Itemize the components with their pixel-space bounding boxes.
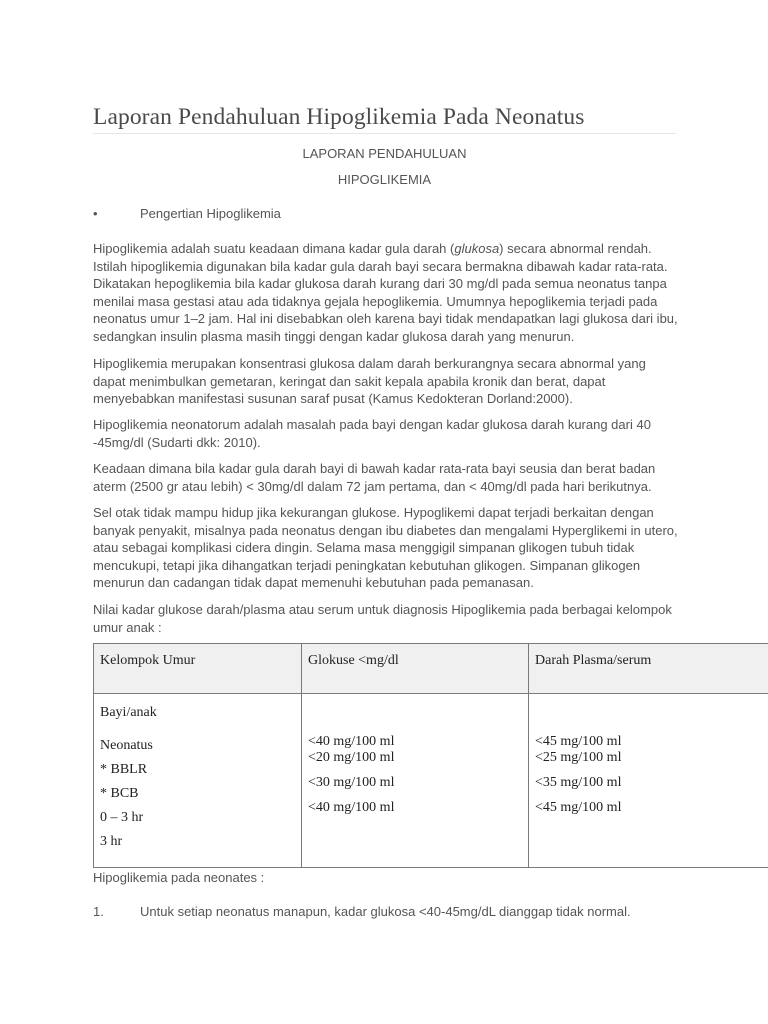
paragraph-table-intro: Nilai kadar glukose darah/plasma atau serum untuk diagnosis Hipoglikemia pada berbagai kelompok umur anak : — [93, 602, 672, 635]
cell-text: <20 mg/100 ml — [308, 750, 395, 765]
paragraph-definition — [93, 240, 678, 345]
cell-text: Neonatus — [100, 738, 153, 753]
cell-plasma-values — [529, 694, 768, 868]
paragraph-brain-cells: Sel otak tidak mampu hidup jika kekurangan glukose. Hypoglikemi dapat terjadi berkaitan dengan banyak penyakit, misalnya pada neonatus dengan ibu diabetes dan mengalami Hyperglikemi in utero, atau sebagai komplikasi cidera dingin. Selama masa menggigil simpanan glikogen tubuh tidak mencukupi, tetapi jika dihangatkan terjadi peningkatan kebutuhan glikogen. Simpanan glikogen menurun dan cadangan tidak dapat memenuhi kebutuhan pada pemanasan. — [93, 505, 678, 590]
cell-text: * BBLR — [100, 762, 148, 777]
page-title: Laporan Pendahuluan Hipoglikemia Pada Neonatus — [93, 104, 676, 134]
list-number: 1. — [93, 904, 104, 919]
paragraph-concentration: Hipoglikemia merupakan konsentrasi glukosa dalam darah berkurangnya secara abnormal yang dapat menimbulkan gemetaran, keringat dan sakit kepala apabila kronik dan berat, dapat menyebabkan manifestasi susunan saraf pusat (Kamus Kedokteran Dorland:2000). — [93, 356, 646, 406]
paragraph-neonates: Hipoglikemia pada neonates : — [93, 870, 265, 885]
header-plasma: Darah Plasma/serum — [529, 644, 768, 694]
cell-text: Bayi/anak — [100, 705, 157, 720]
cell-text: <40 mg/100 ml — [308, 734, 395, 749]
cell-glucose-values — [302, 694, 529, 868]
bullet-label: Pengertian Hipoglikemia — [140, 206, 281, 221]
italic-term: glukosa — [454, 241, 500, 256]
cell-age-groups — [94, 694, 302, 868]
header-glucose: Glokuse <mg/dl — [302, 644, 529, 694]
cell-text: 3 hr — [100, 834, 123, 849]
cell-text: * BCB — [100, 786, 139, 801]
cell-text: <35 mg/100 ml — [535, 775, 622, 790]
paragraph-text: Hipoglikemia adalah suatu keadaan dimana kadar gula darah ( — [93, 241, 455, 256]
cell-text: <25 mg/100 ml — [535, 750, 622, 765]
table-header-row — [94, 644, 768, 694]
report-heading: LAPORAN PENDAHULUAN — [302, 146, 467, 161]
paragraph-neonatorum: Hipoglikemia neonatorum adalah masalah pada bayi dengan kadar glukosa darah kurang dari 40 -45mg/dl (Sudarti dkk: 2010). — [93, 417, 651, 450]
table-row — [94, 694, 768, 868]
bullet-icon: • — [93, 206, 98, 221]
paragraph-condition: Keadaan dimana bila kadar gula darah bayi di bawah kadar rata-rata bayi seusia dan berat badan aterm (2500 gr atau lebih) < 30mg/dl dalam 72 jam pertama, dan < 40mg/dl pada hari berikutnya. — [93, 461, 656, 494]
paragraph-text: ) secara abnormal rendah. Istilah hipoglikemia digunakan bila kadar gula darah bayi secara bermakna dibawah kadar rata-rata. Dikatakan hepoglikemia bila kadar glukosa darah kurang dari 30 mg/dl pada semua neonatus tanpa menilai masa gestasi atau ada tidaknya gejala hepoglikemia. Umumnya hepoglikemia terjadi pada neonatus umur 1–2 jam. Hal ini disebabkan oleh karena bayi tidak mendapatkan lagi glukosa dari ibu, sedangkan insulin plasma masih tinggi dengan kadar glukosa darah yang menurun. — [93, 241, 678, 344]
cell-text: <45 mg/100 ml — [535, 734, 622, 749]
list-text: Untuk setiap neonatus manapun, kadar glukosa <40-45mg/dL dianggap tidak normal. — [140, 904, 631, 919]
report-subheading: HIPOGLIKEMIA — [337, 172, 432, 187]
glucose-table — [93, 643, 768, 868]
header-age-group: Kelompok Umur — [94, 644, 302, 694]
cell-text: <40 mg/100 ml — [308, 800, 395, 815]
cell-text: 0 – 3 hr — [100, 810, 144, 825]
cell-text: <45 mg/100 ml — [535, 800, 622, 815]
cell-text: <30 mg/100 ml — [308, 775, 395, 790]
